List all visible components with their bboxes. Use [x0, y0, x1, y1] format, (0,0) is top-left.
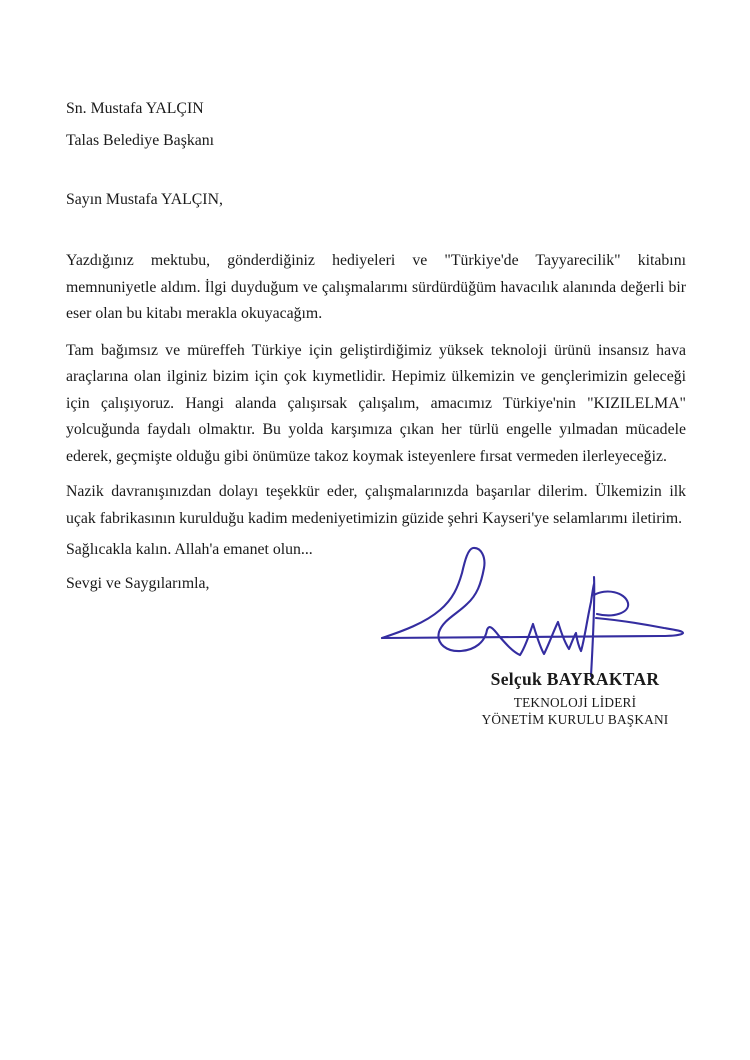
salutation: Sayın Mustafa YALÇIN,: [66, 191, 223, 208]
signatory-title-2: YÖNETİM KURULU BAŞKANI: [481, 712, 669, 727]
recipient-name: Sn. Mustafa YALÇIN: [66, 100, 204, 117]
body-paragraph-1: Yazdığınız mektubu, gönderdiğiniz hediyeleri ve "Türkiye'de Tayyarecilik" kitabını memnuniyetle aldım. İlgi duyduğum ve çalışmalarımı sürdürdüğüm havacılık alanında değerli bir eser olan bu kitabı merakla okuyacağım.: [66, 252, 686, 322]
closing-line-2: Sevgi ve Saygılarımla,: [66, 575, 210, 592]
letter-body: [66, 99, 686, 594]
signature-stroke-main: [382, 548, 594, 655]
closing-line-1: Sağlıcakla kalın. Allah'a emanet olun...: [66, 541, 313, 558]
body-paragraph-2: Tam bağımsız ve müreffeh Türkiye için geliştirdiğimiz yüksek teknoloji ürünü insansız hava araçlarına olan ilginiz bizim için çok kıymetlidir. Hepimiz ülkemizin ve gençlerimizin geleceği için çalışıyoruz. Hangi alanda çalışırsak çalışalım, amacımız Türkiye'nin "KIZILELMA" yolcuğunda faydalı olmaktır. Bu yolda karşımıza çıkan her türlü engelle yılmadan mücadele ederek, geçmişte olduğu gibi önümüze takoz koymak isteyenlere fırsat vermeden ilerleyeceğiz.: [66, 341, 686, 465]
signatory-name: Selçuk BAYRAKTAR: [490, 669, 660, 689]
signatory-title-1: TEKNOLOJİ LİDERİ: [513, 695, 637, 710]
signature-stroke-loop: [594, 592, 628, 616]
recipient-title: Talas Belediye Başkanı: [66, 132, 215, 149]
body-paragraph-3: Nazik davranışınızdan dolayı teşekkür eder, çalışmalarınızda başarılar dilerim. Ülkemizin ilk uçak fabrikasının kurulduğu kadim medeniyetimizin güzide şehri Kayseri'ye selamlarımı iletirim.: [66, 483, 686, 527]
signature-block: [420, 668, 730, 728]
